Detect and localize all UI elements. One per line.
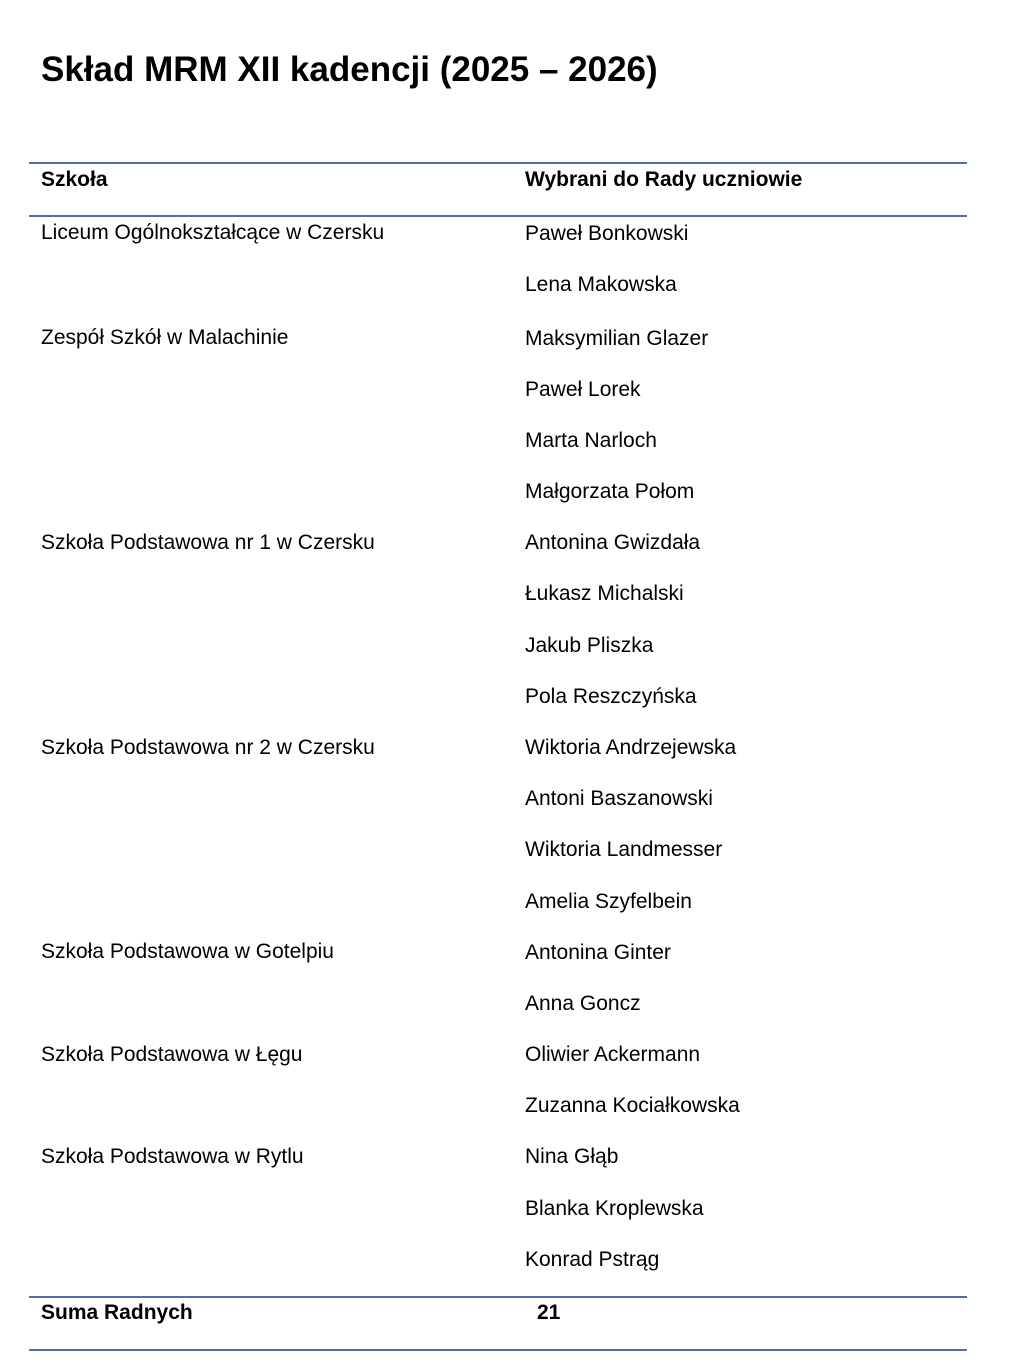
- student-name: Paweł Bonkowski: [525, 222, 689, 245]
- school-name: Szkoła Podstawowa w Gotelpiu: [41, 940, 334, 963]
- student-name: Antonina Ginter: [525, 941, 671, 964]
- student-name: Zuzanna Kociałkowska: [525, 1094, 740, 1117]
- student-name: Anna Goncz: [525, 992, 641, 1015]
- student-name: Nina Głąb: [525, 1145, 619, 1168]
- student-name: Pola Reszczyńska: [525, 685, 697, 708]
- student-name: Wiktoria Andrzejewska: [525, 736, 737, 759]
- total-value: 21: [537, 1301, 561, 1324]
- student-name: Jakub Pliszka: [525, 634, 654, 657]
- column-header-school: Szkoła: [41, 168, 108, 191]
- school-name: Zespół Szkół w Malachinie: [41, 326, 289, 349]
- table-bottom-rule: [29, 1349, 967, 1351]
- school-name: Szkoła Podstawowa w Rytlu: [41, 1145, 304, 1168]
- school-name: Liceum Ogólnokształcące w Czersku: [41, 221, 385, 244]
- student-name: Oliwier Ackermann: [525, 1043, 701, 1066]
- page-title: Skład MRM XII kadencji (2025 – 2026): [41, 50, 658, 89]
- total-label: Suma Radnych: [41, 1301, 193, 1324]
- student-name: Łukasz Michalski: [525, 582, 684, 605]
- student-name: Antoni Baszanowski: [525, 787, 713, 810]
- student-name: Małgorzata Połom: [525, 480, 695, 503]
- student-name: Konrad Pstrąg: [525, 1248, 660, 1271]
- student-name: Maksymilian Glazer: [525, 327, 709, 350]
- student-name: Paweł Lorek: [525, 378, 641, 401]
- table-top-rule: [29, 162, 967, 164]
- school-name: Szkoła Podstawowa nr 1 w Czersku: [41, 531, 375, 554]
- school-name: Szkoła Podstawowa w Łęgu: [41, 1043, 303, 1066]
- student-name: Wiktoria Landmesser: [525, 838, 723, 861]
- student-name: Antonina Gwizdała: [525, 531, 701, 554]
- school-name: Szkoła Podstawowa nr 2 w Czersku: [41, 736, 375, 759]
- total-top-rule: [29, 1296, 967, 1298]
- header-bottom-rule: [29, 215, 967, 217]
- student-name: Blanka Kroplewska: [525, 1197, 704, 1220]
- student-name: Marta Narloch: [525, 429, 657, 452]
- student-name: Amelia Szyfelbein: [525, 890, 692, 913]
- student-name: Lena Makowska: [525, 273, 677, 296]
- column-header-students: Wybrani do Rady uczniowie: [525, 168, 803, 191]
